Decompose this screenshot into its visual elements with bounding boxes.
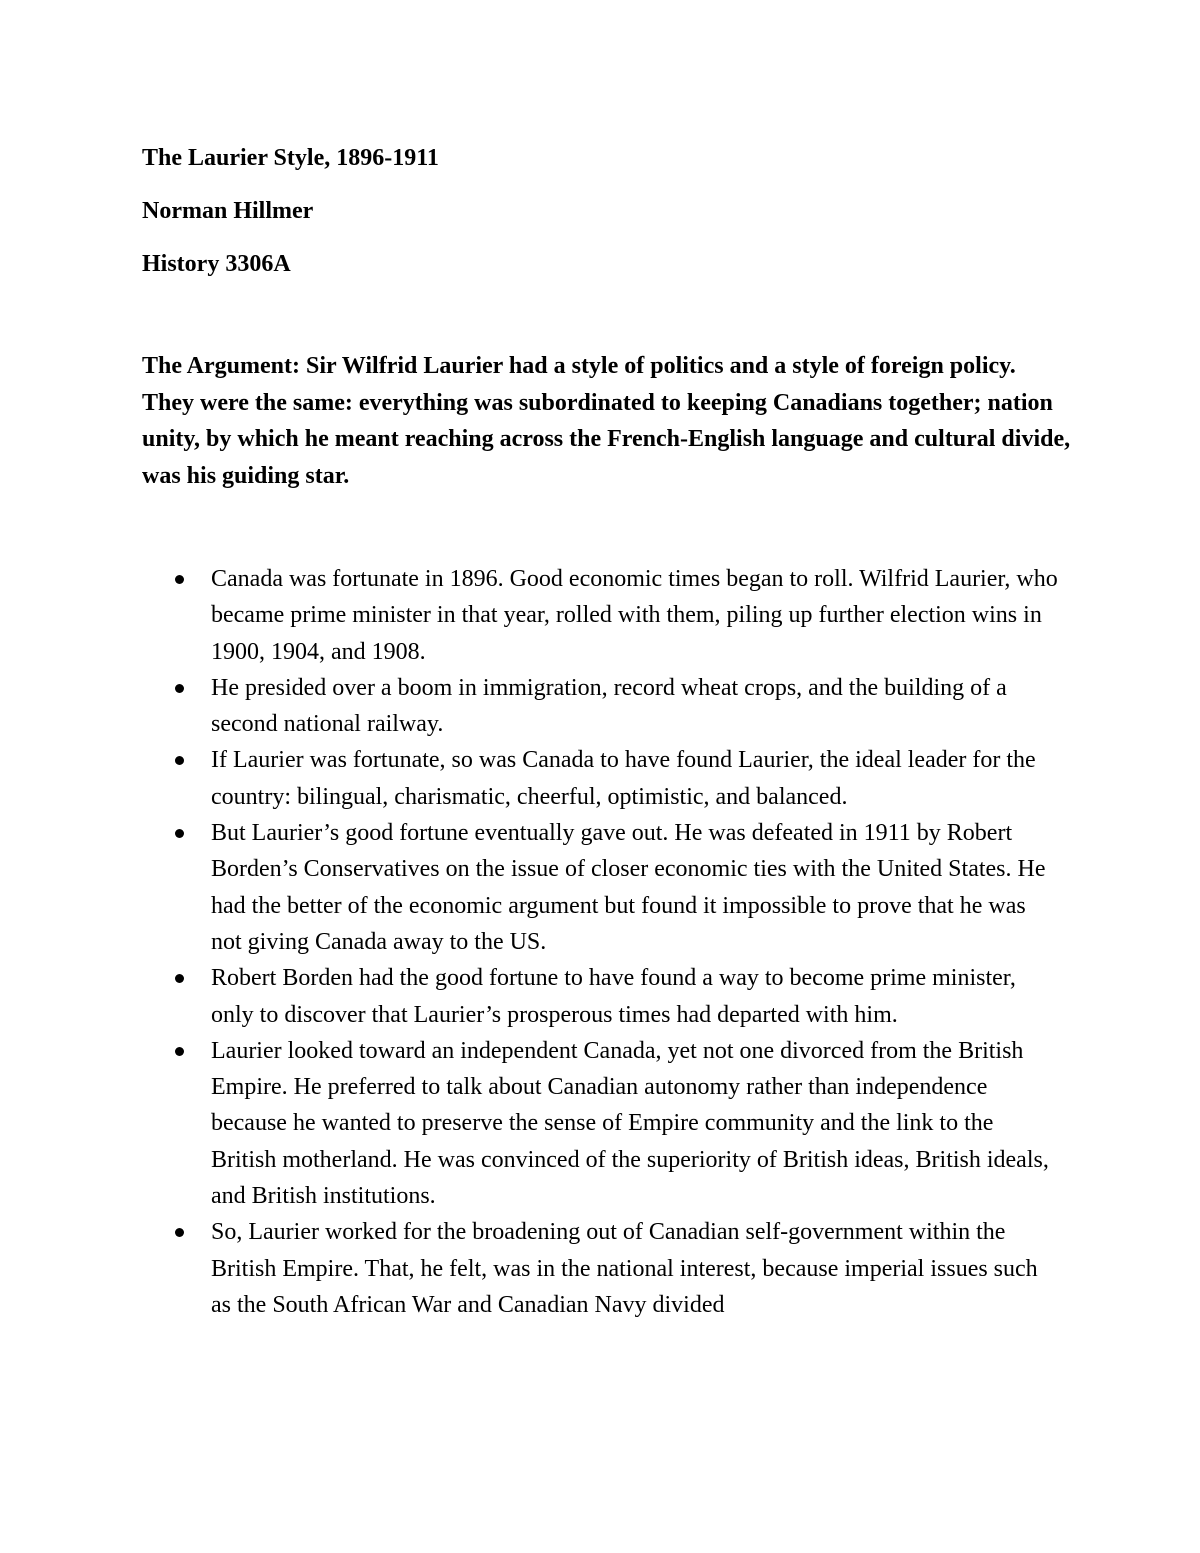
list-item-text: If Laurier was fortunate, so was Canada to have found Laurier, the ideal leader for the country: bilingual, charismatic, cheerful, optimistic, and balanced. <box>211 747 1036 810</box>
author-name: Norman Hillmer <box>142 198 314 224</box>
list-item-text: So, Laurier worked for the broadening out of Canadian self-government within the British Empire. That, he felt, was in the national interest, because imperial issues such as the South African War and Canadian Navy divided <box>211 1219 1038 1318</box>
bullet-icon <box>175 756 184 765</box>
course-code: History 3306A <box>142 251 291 277</box>
list-item <box>0 1214 1061 1323</box>
list-item-text: But Laurier’s good fortune eventually gave out. He was defeated in 1911 by Robert Borden’s Conservatives on the issue of closer economic ties with the United States. He had the better of the economic argument but found it impossible to prove that he was not giving Canada away to the US. <box>211 820 1046 955</box>
bullet-icon <box>175 829 184 838</box>
bullet-icon <box>175 1047 184 1056</box>
list-item <box>0 815 1061 960</box>
list-item-text: Canada was fortunate in 1896. Good economic times began to roll. Wilfrid Laurier, who became prime minister in that year, rolled with them, piling up further election wins in 1900, 1904, and 1908. <box>211 566 1058 665</box>
argument-paragraph: The Argument: Sir Wilfrid Laurier had a style of politics and a style of foreign policy. They were the same: everything was subordinated to keeping Canadians together; nation unity, by which he meant reaching across the French-English language and cultural divide, was his guiding star. <box>142 353 1071 489</box>
document-title: The Laurier Style, 1896-1911 <box>142 145 439 171</box>
list-item-text: Laurier looked toward an independent Canada, yet not one divorced from the British Empire. He preferred to talk about Canadian autonomy rather than independence because he wanted to preserve the sense of Empire community and the link to the British motherland. He was convinced of the superiority of British ideas, British ideals, and British institutions. <box>211 1037 1049 1210</box>
bullet-list <box>0 561 1200 1323</box>
list-item <box>0 742 1061 815</box>
list-item-text: Robert Borden had the good fortune to have found a way to become prime minister, only to discover that Laurier’s prosperous times had departed with him. <box>211 965 1016 1028</box>
list-item <box>0 1033 1061 1214</box>
bullet-icon <box>175 1228 184 1237</box>
list-item <box>0 670 1061 743</box>
list-item-text: He presided over a boom in immigration, record wheat crops, and the building of a second national railway. <box>211 674 1007 738</box>
bullet-icon <box>175 575 184 584</box>
list-item <box>0 960 1061 1033</box>
bullet-icon <box>175 974 184 983</box>
list-item <box>0 561 1061 670</box>
bullet-icon <box>175 684 184 693</box>
